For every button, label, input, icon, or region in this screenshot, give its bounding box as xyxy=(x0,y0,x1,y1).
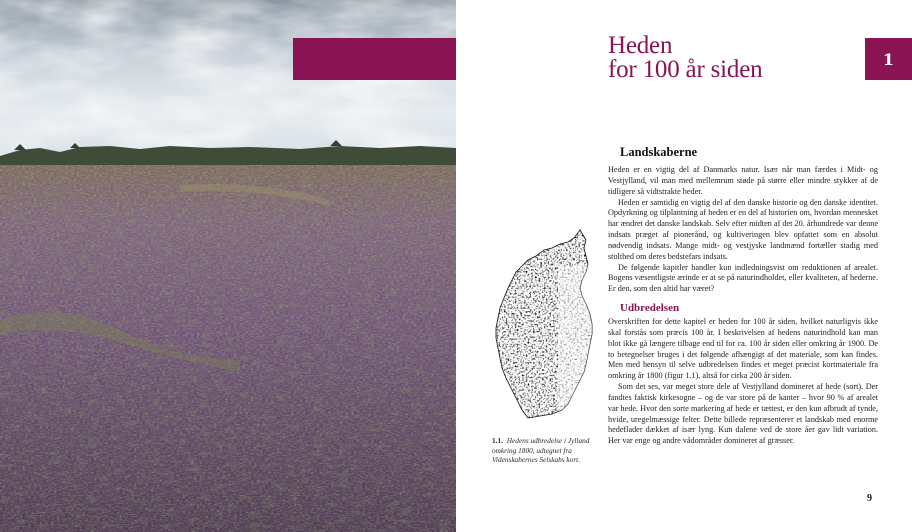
paragraph: Overskriften for dette kapitel er heden for 100 år siden, hvilket naturligvis ikke skal forstås som præcis 100 år. I beskrivelsen af hedens naturindhold kan man blot ikke gå længere tilbage end til for ca. 100 år siden eller omkring år 1900. De to betegnelser bruges i det følgende afhængigt af det materiale, som kan findes. Men med hensyn til selve udbredelsen findes et meget præcist kortmateriale fra omkring år 1800 (figur 1.1), altså for cirka 200 år siden. xyxy=(608,317,878,381)
text-page xyxy=(456,0,912,532)
jutland-heath-map xyxy=(488,226,598,422)
chapter-color-band xyxy=(293,38,456,80)
chapter-number-badge: 1 xyxy=(865,38,912,80)
paragraph: Heden er samtidig en vigtig del af den danske historie og den danske identitet. Opdyrkning og tilplantning af heden er en del af historien om, hvordan mennesket har ændret det danske landskab. Selv efter midten af det 20. århundrede var denne indsats præget af pionerånd, og kultiveringen blev opfattet som en absolut nødvendig indsats. Mange midt- og vestjyske landmænd fortæller stadig med stolthed om deres bedstefars indsats. xyxy=(608,197,878,261)
subsection-heading: Udbredelsen xyxy=(620,302,680,314)
subsection-body xyxy=(608,317,878,447)
page-number: 9 xyxy=(867,493,872,504)
paragraph: Som det ses, var meget store dele af Vestjylland domineret af hede (sort). Der fandtes faktisk kirkesogne – og de var store på de kanter – hvor 90 % af arealet var hede. Hvor den sorte markering af hede er tættest, er den kun afbrudt af tynde, hvide, uregelmæssige felter. Dette billede repræsenterer et landskab med enorme hedeflader dækket af især lyng. Kun dalene ved de store åer gav lidt variation. Her var enge og andre vådområder domineret af græsser. xyxy=(608,382,878,446)
figure-caption xyxy=(492,436,600,465)
figure-caption-text: Hedens udbredelse i Jylland omkring 1800, udtegnet fra Videnskabernes Selskabs kort. xyxy=(492,436,590,465)
paragraph: De følgende kapitler handler kun indledningsvist om reduktionen af arealet. Bogens væsentligste ærinde er at se på naturindholdet, eller kvaliteten, af hederne. Er den, som den altid har været? xyxy=(608,262,878,294)
section-heading: Landskaberne xyxy=(620,145,698,159)
paragraph: Heden er en vigtig del af Danmarks natur. Især når man færdes i Midt- og Vestjylland, vil man med mellemrum støde på større eller mindre stykker af de tidligere så vidtstrakte heder. xyxy=(608,165,878,196)
figure-number: 1.1. xyxy=(492,436,503,445)
chapter-title-line-1: Heden xyxy=(608,32,673,59)
section-body xyxy=(608,165,878,295)
chapter-title-line-2: for 100 år siden xyxy=(608,56,763,83)
chapter-title xyxy=(608,34,858,82)
